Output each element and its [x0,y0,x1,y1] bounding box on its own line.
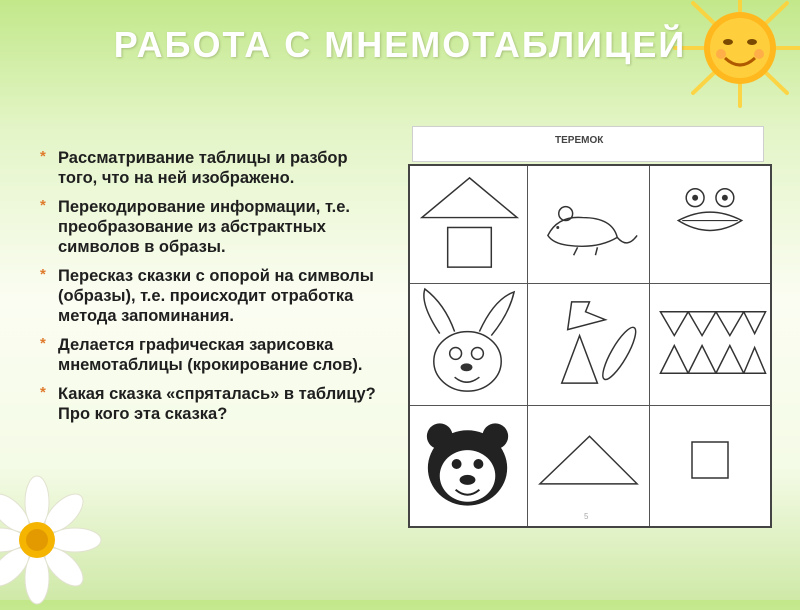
bullet-star-icon: * [40,335,46,352]
daisy-flower-icon [0,470,112,610]
bullet-star-icon: * [40,197,46,214]
bullet-text: Какая сказка «спряталась» в таблицу? Про кого эта сказка? [58,385,376,423]
mnemo-cell [528,406,650,526]
bullet-item [40,266,385,326]
mnemo-cell [410,284,528,406]
house-icon [410,166,527,283]
bullet-item [40,197,385,257]
frog-icon [650,166,770,283]
square-icon [650,406,770,526]
bullet-item [40,335,385,375]
mnemotable [408,126,768,528]
mnemotable-title: ТЕРЕМОК [555,135,604,146]
mnemotable-header [412,126,764,162]
mnemo-cell [650,166,770,284]
mnemo-cell [410,406,528,526]
mnemo-cell [650,284,770,406]
bullet-text: Рассматривание таблицы и разбор того, что на ней изображено. [58,149,348,187]
bullet-item [40,148,385,188]
bear-icon [410,406,527,526]
bullet-text: Пересказ сказки с опорой на символы (образы), т.е. происходит отработка метода запоминания. [58,267,374,325]
bullet-star-icon: * [40,384,46,401]
mnemo-cell [410,166,528,284]
bullet-list [40,148,385,433]
hare-icon [410,284,527,405]
page-number: 5 [584,512,589,521]
mnemo-cell [650,406,770,526]
mnemo-cell [528,166,650,284]
mnemo-cell [528,284,650,406]
triangle-icon [528,406,649,526]
bullet-text: Перекодирование информации, т.е. преобразование из абстрактных символов в образы. [58,198,350,256]
slide-title: РАБОТА С МНЕМОТАБЛИЦЕЙ [113,24,687,65]
bullet-text: Делается графическая зарисовка мнемотаблицы (крокирование слов). [58,336,363,374]
bullet-star-icon: * [40,266,46,283]
triangles-pattern-icon [650,284,770,405]
mnemotable-grid [408,164,772,528]
fox-icon [528,284,649,405]
bullet-item [40,384,385,424]
mouse-icon [528,166,649,283]
bullet-star-icon: * [40,148,46,165]
